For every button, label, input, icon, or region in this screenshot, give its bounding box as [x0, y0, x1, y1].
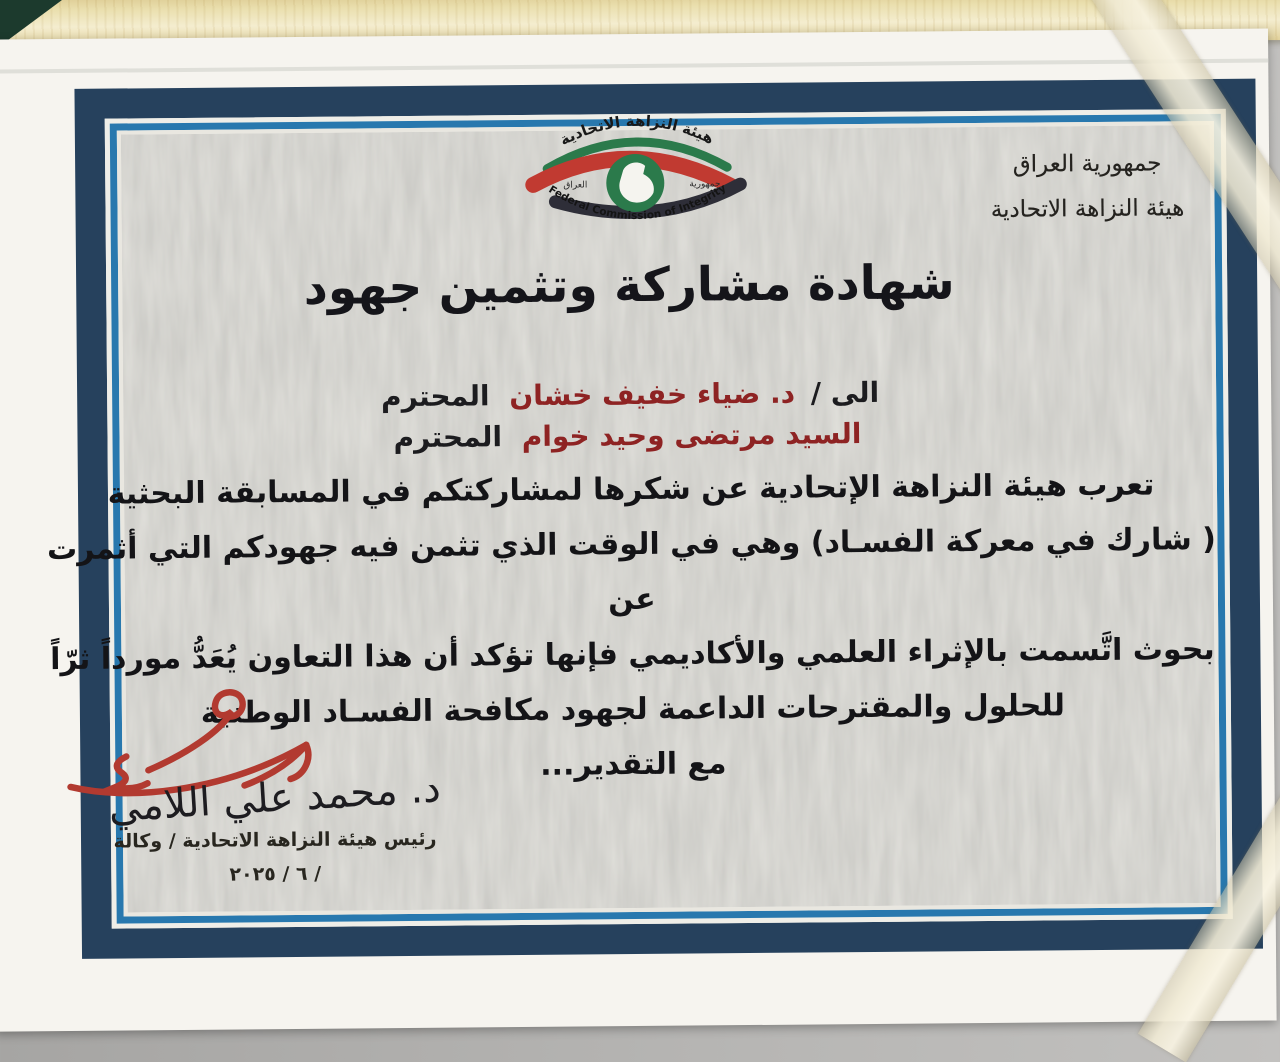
signature-block: [54, 677, 496, 887]
closing-phrase: مع التقدير...: [32, 732, 1234, 797]
body-line: ( شارك في معركة الفسـاد) وهي في الوقت الذي تثمن فيه جهودكم التي أثمرت عن: [30, 512, 1233, 632]
recipient-honorific: المحترم: [393, 420, 502, 454]
recipient-lines: [0, 368, 1272, 461]
logo-republic-text: جمهورية: [689, 179, 720, 189]
recipient-prefix: الى /: [811, 376, 880, 410]
recipient-name: السيد مرتضى وحيد خوام: [522, 417, 862, 453]
body-line: تعرب هيئة النزاهة الإتحادية عن شكرها لمشاركتكم في المسابقة البحثية: [30, 457, 1232, 522]
signatory-name: د. محمد علي اللامي: [54, 762, 496, 835]
integrity-commission-logo-icon: [516, 87, 757, 235]
letterhead-commission-name: هيئة النزاهة الاتحادية: [942, 186, 1232, 234]
certificate-title: شهادة مشاركة وتثمين جهود: [0, 252, 1270, 318]
signature-date: / ٦ / ٢٠٢٥: [55, 861, 495, 887]
logo-arabic-arc-text: هيئة النزاهة الاتحادية: [557, 111, 717, 149]
letterhead: [942, 141, 1233, 234]
letterhead-republic-of-iraq: جمهورية العراق: [942, 141, 1232, 189]
signatory-title: رئيس هيئة النزاهة الاتحادية / وكالة: [55, 827, 495, 853]
recipient-honorific: المحترم: [381, 379, 490, 413]
logo-iraq-text: العراق: [563, 180, 587, 190]
body-line: للحلول والمقترحات الداعمة لجهود مكافحة الفسـاد الوطنية: [32, 677, 1234, 742]
body-line: بحوث اتَّسمت بالإثراء العلمي والأكاديمي فإنها تؤكد أن هذا التعاون يُعَدُّ مورداً ثرّاً: [31, 622, 1233, 687]
recipient-name: د. ضياء خفيف خشان: [509, 377, 795, 412]
certificate-paper: [0, 28, 1277, 1031]
logo-english-arc-text: Federal Commission of Integrity: [546, 182, 728, 223]
certificate-content: [0, 28, 1277, 1031]
